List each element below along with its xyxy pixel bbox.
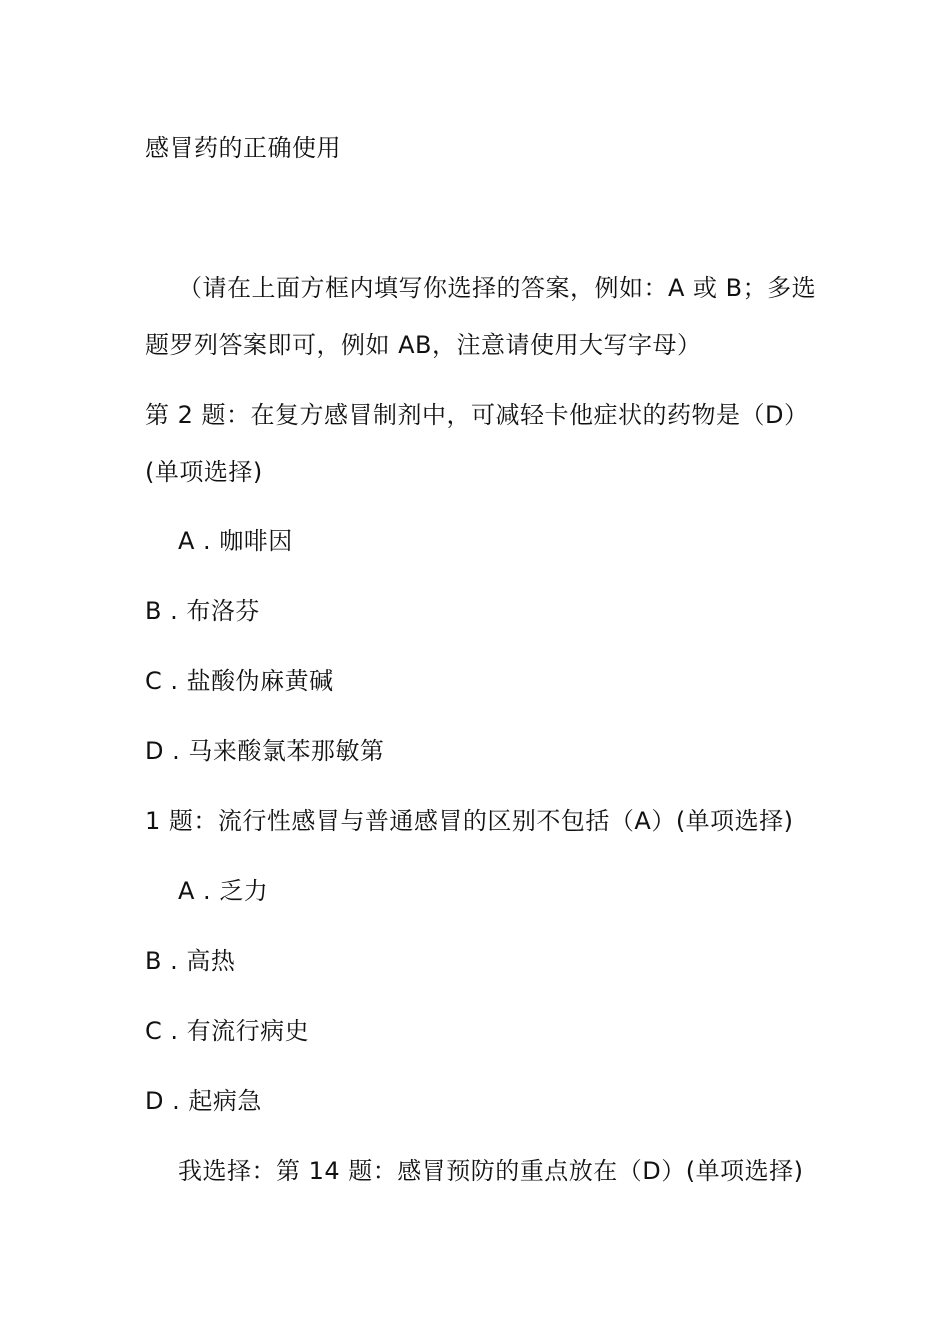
option-d: D . 马来酸氯苯那敏第: [145, 737, 385, 765]
question-type: (单项选择): [145, 458, 263, 486]
option-d: D . 起病急: [145, 1087, 262, 1115]
instructions-line-1: （请在上面方框内填写你选择的答案，例如：A 或 B；多选: [178, 274, 817, 302]
option-a: A . 乏力: [178, 877, 269, 905]
instructions-line-2: 题罗列答案即可，例如 AB，注意请使用大写字母）: [145, 331, 702, 359]
option-a: A . 咖啡因: [178, 527, 293, 555]
option-b: B . 布洛芬: [145, 597, 260, 625]
answer-line: 我选择：第 14 题：感冒预防的重点放在（D）(单项选择): [178, 1157, 804, 1185]
option-b: B . 高热: [145, 947, 236, 975]
question-stem: 第 2 题：在复方感冒制剂中，可减轻卡他症状的药物是（D）: [145, 401, 809, 429]
option-c: C . 有流行病史: [145, 1017, 310, 1045]
question-stem: 1 题：流行性感冒与普通感冒的区别不包括（A）(单项选择): [145, 807, 794, 835]
document-title: 感冒药的正确使用: [145, 134, 341, 162]
option-c: C . 盐酸伪麻黄碱: [145, 667, 334, 695]
